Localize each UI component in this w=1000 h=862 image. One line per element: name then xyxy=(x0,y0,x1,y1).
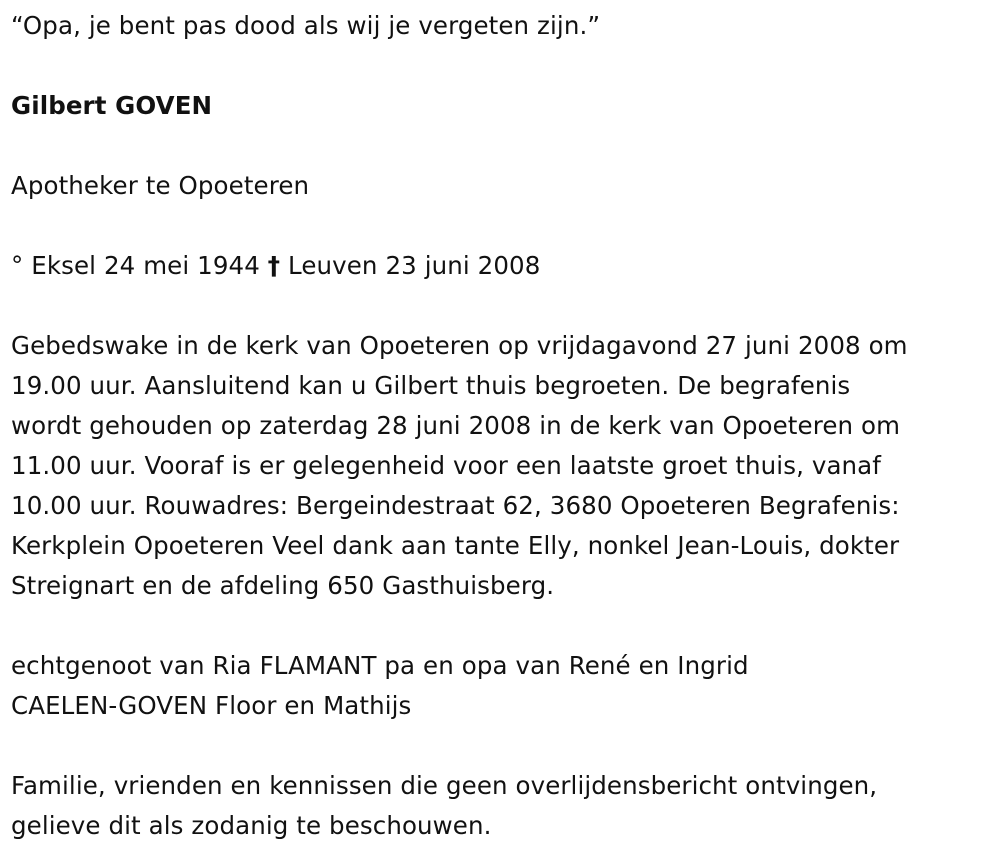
deceased-name: Gilbert GOVEN xyxy=(11,91,213,120)
closing-line: gelieve dit als zodanig te beschouwen. xyxy=(11,811,492,840)
details-line: wordt gehouden op zaterdag 28 juni 2008 in de kerk van Opoeteren om xyxy=(11,411,901,440)
name-paragraph xyxy=(11,86,1000,126)
details-line: Streignart en de afdeling 650 Gasthuisberg. xyxy=(11,571,555,600)
closing-paragraph xyxy=(11,766,1000,846)
family-paragraph xyxy=(11,646,1000,726)
details-line: 19.00 uur. Aansluitend kan u Gilbert thuis begroeten. De begrafenis xyxy=(11,371,851,400)
closing-line: Familie, vrienden en kennissen die geen overlijdensbericht ontvingen, xyxy=(11,771,878,800)
birth-text: ° Eksel 24 mei 1944 xyxy=(11,251,260,280)
quote-text: “Opa, je bent pas dood als wij je vergeten zijn.” xyxy=(11,11,601,40)
occupation-text: Apotheker te Opoeteren xyxy=(11,171,310,200)
details-paragraph xyxy=(11,326,1000,606)
death-text: Leuven 23 juni 2008 xyxy=(288,251,541,280)
details-line: 10.00 uur. Rouwadres: Bergeindestraat 62, 3680 Opoeteren Begrafenis: xyxy=(11,491,900,520)
details-line: Kerkplein Opoeteren Veel dank aan tante Elly, nonkel Jean-Louis, dokter xyxy=(11,531,900,560)
cross-icon: † xyxy=(267,251,281,280)
family-line: CAELEN-GOVEN Floor en Mathijs xyxy=(11,691,412,720)
details-line: Gebedswake in de kerk van Opoeteren op vrijdagavond 27 juni 2008 om xyxy=(11,331,908,360)
dates-paragraph xyxy=(11,246,1000,286)
details-line: 11.00 uur. Vooraf is er gelegenheid voor een laatste groet thuis, vanaf xyxy=(11,451,882,480)
quote-paragraph xyxy=(11,6,1000,46)
occupation-paragraph xyxy=(11,166,1000,206)
dates-line xyxy=(11,246,1000,286)
family-line: echtgenoot van Ria FLAMANT pa en opa van René en Ingrid xyxy=(11,651,749,680)
